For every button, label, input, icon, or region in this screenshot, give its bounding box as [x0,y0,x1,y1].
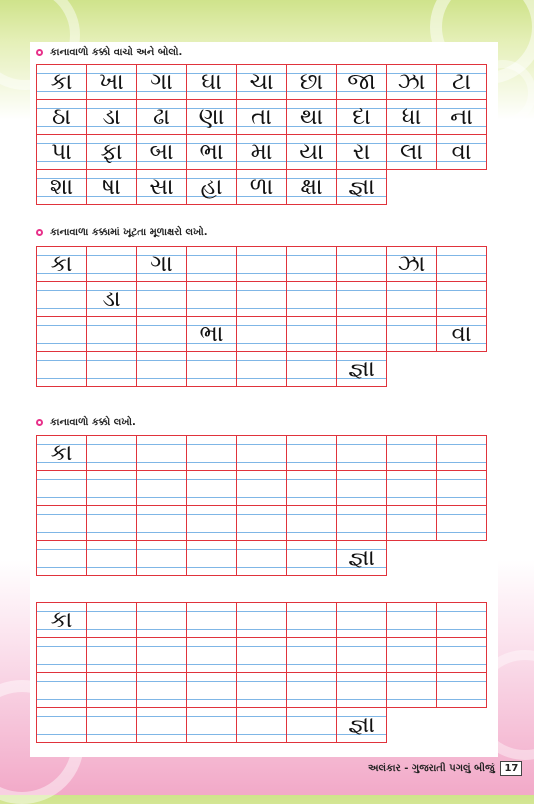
empty-write-cell [86,246,137,282]
empty-write-cell [336,672,387,708]
letter-cell: ભા [186,134,237,170]
empty-write-cell [386,281,437,317]
empty-write-cell [236,602,287,638]
letter-cell: ટા [436,64,487,100]
empty-write-cell [36,351,87,387]
letter-cell: રા [336,134,387,170]
bullet-icon [36,49,43,56]
grid-row [36,169,486,204]
bullet-icon [36,229,43,236]
letter-cell: કા [36,64,87,100]
letter-cell: તા [236,99,287,135]
empty-write-cell [136,281,187,317]
section-heading-write [36,414,136,430]
empty-write-cell [186,540,237,576]
letter-cell: યા [286,134,337,170]
letter-cell: ક્ષા [286,169,337,205]
grid-row [36,470,486,505]
empty-write-cell [336,505,387,541]
letter-cell: મા [236,134,287,170]
empty-write-cell [236,351,287,387]
section-heading-text: કાનાવાળો કક્કો વાચો અને બોલો. [50,46,183,58]
empty-write-cell [136,505,187,541]
empty-write-cell [36,707,87,743]
empty-write-cell [136,316,187,352]
empty-write-cell [286,470,337,506]
grid-row [36,672,486,707]
letter-cell: વા [436,316,487,352]
grid-row [36,134,486,169]
letter-grid-write-2 [36,602,486,742]
empty-write-cell [136,637,187,673]
empty-write-cell [136,351,187,387]
empty-write-cell [386,470,437,506]
letter-cell: થા [286,99,337,135]
empty-write-cell [86,602,137,638]
empty-write-cell [86,351,137,387]
empty-write-cell [336,435,387,471]
grid-row [36,246,486,281]
empty-write-cell [36,470,87,506]
letter-cell: કા [36,602,87,638]
empty-write-cell [136,602,187,638]
grid-row [36,505,486,540]
empty-write-cell [136,707,187,743]
letter-cell: ળા [236,169,287,205]
book-title: અલંકાર - ગુજરાતી પગલું બીજું [368,762,495,774]
grid-row [36,64,486,99]
empty-write-cell [386,505,437,541]
grid-row [36,351,486,386]
empty-write-cell [236,637,287,673]
empty-write-cell [236,505,287,541]
grid-row [36,707,486,742]
empty-write-cell [186,707,237,743]
empty-write-cell [86,505,137,541]
letter-cell: જ્ઞા [336,169,387,205]
section-heading-missing [36,224,208,240]
empty-write-cell [236,672,287,708]
empty-write-cell [86,540,137,576]
page-number: 17 [500,761,522,776]
letter-cell: ણા [186,99,237,135]
grid-row [36,99,486,134]
empty-write-cell [386,602,437,638]
empty-write-cell [86,672,137,708]
letter-cell: કા [36,435,87,471]
letter-grid-write-1 [36,435,486,575]
letter-cell: ઝા [386,64,437,100]
empty-write-cell [236,540,287,576]
letter-cell: ના [436,99,487,135]
empty-write-cell [136,540,187,576]
empty-write-cell [186,435,237,471]
empty-write-cell [336,637,387,673]
letter-cell: ફા [86,134,137,170]
empty-write-cell [436,435,487,471]
grid-row [36,281,486,316]
empty-write-cell [86,637,137,673]
empty-write-cell [386,672,437,708]
grid-row [36,602,486,637]
empty-write-cell [186,470,237,506]
empty-write-cell [186,351,237,387]
empty-write-cell [86,707,137,743]
letter-cell: બા [136,134,187,170]
page-footer [368,760,522,776]
empty-write-cell [136,470,187,506]
empty-write-cell [236,316,287,352]
letter-cell: ભા [186,316,237,352]
empty-write-cell [436,246,487,282]
letter-cell: ચા [236,64,287,100]
empty-write-cell [286,281,337,317]
empty-write-cell [36,672,87,708]
letter-cell: ષા [86,169,137,205]
empty-write-cell [286,351,337,387]
letter-cell: જ્ઞા [336,540,387,576]
letter-cell: ડા [86,99,137,135]
empty-write-cell [436,637,487,673]
empty-write-cell [286,435,337,471]
letter-cell: ગા [136,64,187,100]
empty-write-cell [286,316,337,352]
empty-write-cell [236,435,287,471]
letter-cell: ધા [386,99,437,135]
empty-write-cell [286,707,337,743]
letter-cell: હા [186,169,237,205]
letter-cell: શા [36,169,87,205]
grid-row [36,637,486,672]
letter-cell: ઠા [36,99,87,135]
empty-write-cell [436,281,487,317]
empty-write-cell [336,281,387,317]
grid-row [36,316,486,351]
empty-write-cell [286,540,337,576]
empty-write-cell [236,470,287,506]
empty-write-cell [286,505,337,541]
letter-cell: ડા [86,281,137,317]
empty-write-cell [336,470,387,506]
bullet-icon [36,419,43,426]
empty-write-cell [286,672,337,708]
section-heading-text: કાનાવાળો કક્કો લખો. [50,416,136,428]
empty-write-cell [436,470,487,506]
letter-cell: સા [136,169,187,205]
letter-cell: છા [286,64,337,100]
empty-write-cell [436,672,487,708]
empty-write-cell [386,637,437,673]
empty-write-cell [336,246,387,282]
empty-write-cell [136,672,187,708]
letter-cell: દા [336,99,387,135]
letter-cell: જા [336,64,387,100]
letter-grid-fill-missing [36,246,486,386]
section-heading-read [36,44,182,60]
empty-write-cell [386,316,437,352]
letter-cell: કા [36,246,87,282]
empty-write-cell [286,602,337,638]
letter-cell: ઢા [136,99,187,135]
empty-write-cell [286,637,337,673]
empty-write-cell [186,637,237,673]
letter-cell: વા [436,134,487,170]
empty-write-cell [286,246,337,282]
letter-cell: ખા [86,64,137,100]
empty-write-cell [186,602,237,638]
letter-cell: પા [36,134,87,170]
empty-write-cell [36,316,87,352]
empty-write-cell [36,281,87,317]
empty-write-cell [86,470,137,506]
letter-cell: ઘા [186,64,237,100]
grid-row [36,435,486,470]
empty-write-cell [386,435,437,471]
letter-cell: ગા [136,246,187,282]
letter-grid-read [36,64,486,204]
empty-write-cell [186,246,237,282]
empty-write-cell [86,316,137,352]
empty-write-cell [36,637,87,673]
letter-cell: ઝા [386,246,437,282]
empty-write-cell [236,281,287,317]
empty-write-cell [436,505,487,541]
empty-write-cell [236,246,287,282]
empty-write-cell [36,540,87,576]
empty-write-cell [136,435,187,471]
empty-write-cell [336,602,387,638]
empty-write-cell [186,505,237,541]
empty-write-cell [186,672,237,708]
empty-write-cell [436,602,487,638]
grid-row [36,540,486,575]
empty-write-cell [336,316,387,352]
empty-write-cell [86,435,137,471]
letter-cell: લા [386,134,437,170]
empty-write-cell [186,281,237,317]
letter-cell: જ્ઞા [336,351,387,387]
letter-cell: જ્ઞા [336,707,387,743]
section-heading-text: કાનાવાળા કક્કામાં ખૂટતા મૂળાક્ષરો લખો. [50,226,208,238]
empty-write-cell [36,505,87,541]
empty-write-cell [236,707,287,743]
